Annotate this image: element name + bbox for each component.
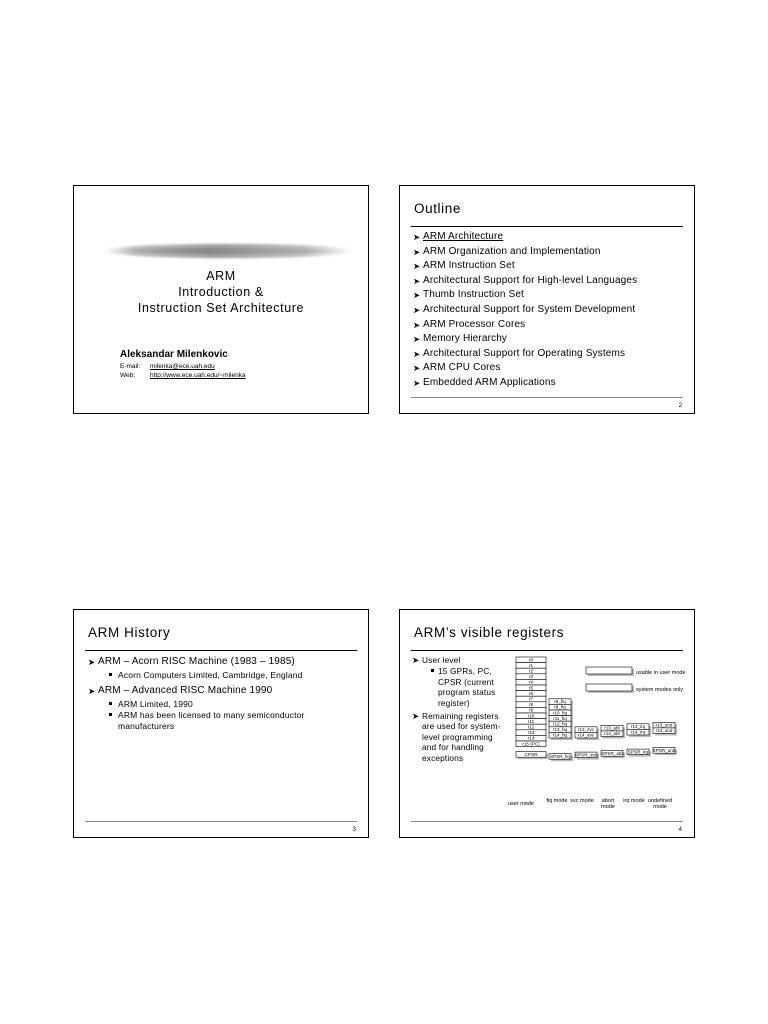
user-register-label: r3 [528, 674, 534, 680]
outline-item-label: ARM Architecture [423, 231, 504, 242]
outline-item [413, 288, 637, 303]
outline-item [413, 274, 637, 289]
arrow-bullet-icon: ➤ [413, 290, 421, 301]
mode-label-undefined: undefined mode [647, 798, 673, 810]
mode-label-fiq: fiq mode [546, 798, 568, 804]
legend-system-label: system modes only [636, 687, 684, 693]
mode-label-user: user mode [508, 801, 534, 807]
mode-label-irq: irq mode [623, 798, 645, 804]
page-number: 2 [678, 403, 682, 409]
outline-item [413, 361, 637, 376]
outline-item [413, 259, 637, 274]
arrow-bullet-icon: ➤ [413, 232, 421, 242]
arrow-bullet-icon: ➤ [413, 246, 421, 257]
cover-title [74, 268, 368, 316]
arrow-bullet-icon: ➤ [413, 363, 421, 374]
brush-stroke-decoration-inner [124, 248, 339, 254]
legend-user-box [586, 667, 632, 674]
outline-item-label: Architectural Support for System Development [423, 303, 636, 315]
user-register-label: r15 (PC) [522, 741, 540, 747]
title-divider [411, 226, 683, 227]
outline-item [413, 376, 637, 391]
history-subitem-label: ARM Limited, 1990 [118, 699, 193, 709]
irq-register-label: r13_irq [630, 724, 646, 730]
register-bank-diagram [496, 655, 691, 815]
register-bank-svg [496, 655, 691, 815]
arrow-bullet-icon: ➤ [413, 319, 421, 330]
arrow-bullet-icon: ➤ [413, 304, 421, 315]
square-bullet-icon [109, 702, 112, 705]
page-number: 3 [352, 827, 356, 833]
user-register-label: r14 [527, 735, 535, 741]
mode-label-svc: svc mode [570, 798, 594, 804]
user-register-label: r0 [528, 657, 534, 663]
arrow-bullet-icon: ➤ [412, 655, 420, 665]
user-register-label: r13 [527, 730, 535, 736]
email-label: E-mail: [120, 363, 141, 370]
square-bullet-icon [431, 669, 434, 672]
slide-title-text: ARM’s visible registers [414, 625, 565, 640]
history-item [88, 655, 348, 681]
outline-list [413, 230, 637, 391]
user-register-label: r2 [528, 668, 534, 674]
outline-item-label: Memory Hierarchy [423, 333, 508, 345]
und-register-label: r13_und [655, 722, 673, 728]
abt-register-label: r14_abt [604, 731, 620, 737]
title-divider [411, 650, 683, 651]
cover-title-line-3: Instruction Set Architecture [137, 301, 305, 315]
arrow-bullet-icon: ➤ [412, 711, 420, 722]
outline-item [413, 318, 637, 333]
arrow-bullet-icon: ➤ [413, 377, 421, 388]
history-subitem [98, 710, 348, 732]
fiq-register-label: r10_fiq [552, 710, 568, 716]
register-note [412, 655, 502, 708]
legend-user-label: usable in user mode [636, 670, 686, 676]
slide-outline [399, 185, 695, 414]
fiq-register-label: r12_fiq [552, 721, 568, 727]
outline-item[interactable] [413, 230, 637, 245]
arrow-bullet-icon: ➤ [88, 686, 96, 696]
slide-title-text: Outline [414, 201, 461, 216]
mode-label-abort: abort mode [601, 798, 615, 810]
title-divider [85, 650, 357, 651]
cpsr-label: CPSR [524, 751, 538, 757]
history-subitem [98, 699, 348, 710]
history-subitem-label: Acorn Computers Limited, Cambridge, England [118, 670, 303, 680]
history-list [88, 655, 348, 735]
outline-item [413, 347, 637, 362]
footer-divider [411, 397, 683, 398]
slide-title [73, 185, 369, 414]
register-notes-list [412, 655, 502, 763]
slide-arm-history [73, 609, 369, 838]
arrow-bullet-icon: ➤ [413, 348, 421, 359]
user-register-label: r11 [527, 718, 535, 724]
und-register-label: r14_und [655, 728, 673, 734]
email-row [120, 363, 215, 370]
outline-item [413, 245, 637, 260]
register-subnote [422, 666, 502, 708]
cover-title-line-1: ARM [206, 269, 236, 283]
footer-divider [85, 821, 357, 822]
arrow-bullet-icon: ➤ [88, 657, 96, 667]
svc-register-label: r13_svc [577, 727, 595, 733]
spsr-label: SPSR_svc [575, 752, 597, 758]
user-register-label: r10 [527, 713, 535, 719]
user-register-label: r6 [528, 690, 534, 696]
square-bullet-icon [109, 673, 112, 676]
fiq-register-label: r14_fiq [552, 732, 568, 738]
history-subitem [98, 670, 348, 681]
fiq-register-label: r8_fiq [554, 699, 566, 705]
outline-item-label: ARM Processor Cores [423, 318, 526, 330]
user-register-label: r7 [528, 696, 534, 702]
web-link[interactable]: http://www.ece.uah.edu/~milenka [150, 372, 246, 379]
square-bullet-icon [109, 713, 112, 716]
abt-register-label: r13_abt [604, 725, 620, 731]
spsr-label: SPSR_fiq [550, 753, 570, 759]
user-register-label: r8 [528, 702, 534, 708]
outline-item [413, 332, 637, 347]
register-note [412, 711, 502, 763]
email-link[interactable]: milenka@ece.uah.edu [150, 363, 215, 370]
history-subitem-label: ARM has been licensed to many semiconductor manufacturers [118, 710, 305, 731]
footer-divider [411, 821, 683, 822]
arrow-bullet-icon: ➤ [413, 334, 421, 345]
cover-title-line-2: Introduction & [178, 285, 264, 299]
user-register-label: r9 [528, 707, 534, 713]
outline-item-label: ARM Instruction Set [423, 260, 515, 272]
user-register-label: r4 [528, 679, 534, 685]
user-register-label: r1 [528, 662, 534, 668]
history-item [88, 684, 348, 732]
irq-register-label: r14_irq [630, 729, 646, 735]
user-register-label: r5 [528, 685, 534, 691]
fiq-register-label: r11_fiq [553, 715, 567, 721]
outline-item-label: ARM CPU Cores [423, 362, 501, 374]
page-number: 4 [678, 827, 682, 833]
spsr-label: SPSR_irq [627, 749, 649, 755]
web-row [120, 372, 246, 379]
history-item-label: ARM – Acorn RISC Machine (1983 – 1985) [98, 656, 295, 667]
arrow-bullet-icon: ➤ [413, 275, 421, 286]
author-name: Aleksandar Milenkovic [120, 349, 228, 360]
legend-system-box [586, 684, 632, 691]
outline-item-label: ARM Organization and Implementation [423, 245, 601, 257]
register-note-label: Remaining registers are used for system-level programming and for handling exceptions [422, 711, 501, 763]
register-subnote-label: 15 GPRs, PC, CPSR (current program status register) [438, 666, 496, 708]
fiq-register-label: r9_fiq [554, 704, 566, 710]
svc-register-label: r14_svc [577, 732, 595, 738]
outline-item-label: Architectural Support for High-level Languages [423, 274, 638, 286]
history-item-label: ARM – Advanced RISC Machine 1990 [98, 685, 273, 696]
spsr-label: SPSR_abt [601, 750, 623, 756]
web-label: Web: [120, 372, 136, 379]
user-register-label: r12 [527, 724, 535, 730]
fiq-register-label: r13_fiq [552, 727, 568, 733]
outline-item-label: Embedded ARM Applications [423, 376, 556, 388]
slide-title-text: ARM History [88, 625, 171, 640]
outline-item-label: Architectural Support for Operating Systems [423, 347, 626, 359]
outline-item-label: Thumb Instruction Set [423, 289, 524, 301]
spsr-label: SPSR_und [652, 747, 676, 753]
arrow-bullet-icon: ➤ [413, 261, 421, 272]
slide-visible-registers [399, 609, 695, 838]
register-note-label: User level [422, 655, 461, 665]
outline-item [413, 303, 637, 318]
